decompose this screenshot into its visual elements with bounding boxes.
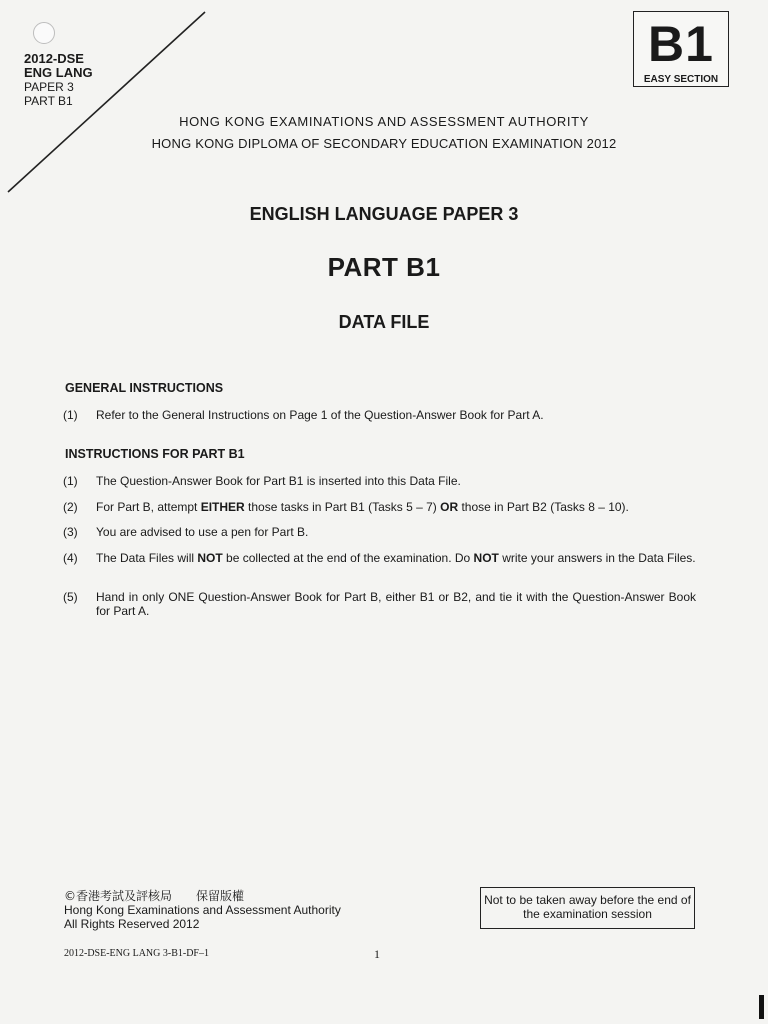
- authority-name: HONG KONG EXAMINATIONS AND ASSESSMENT AUTHORITY: [179, 114, 589, 129]
- subject-label: ENG LANG: [24, 65, 93, 80]
- scan-edge-mark: [759, 995, 764, 1019]
- section-code: B1: [648, 16, 714, 72]
- emphasis-not: NOT: [473, 551, 499, 565]
- take-away-notice: Not to be taken away before the end of the examination session: [480, 887, 695, 929]
- emphasis-either: EITHER: [200, 500, 245, 514]
- exam-name: HONG KONG DIPLOMA OF SECONDARY EDUCATION EXAMINATION 2012: [151, 136, 617, 151]
- document-code: 2012-DSE-ENG LANG 3-B1-DF–1: [64, 948, 209, 959]
- general-instructions-heading: GENERAL INSTRUCTIONS: [65, 381, 224, 395]
- copyright-chinese: ©香港考試及評核局 保留版權: [64, 889, 245, 903]
- exam-page: 2012-DSE ENG LANG PAPER 3 PART B1 B1 EASY SECTION HONG KONG EXAMINATIONS AND ASSESSMENT AUTHORITY HONG KONG DIPLOMA OF SECONDARY EDUCATION EXAMINATION 2012 ENGLISH LANGUAGE PAPER 3 PART B1 DATA FILE GENERAL INSTRUCTIONS (1) Refer to the General Instructions on Page 1 of the Question-Answer Book for Part A. INSTRUCTIONS FOR PART B1 (1) The Question-Answer Book for Part B1 is inserted into this Data File. (2) For Part B, attempt EITHER those tasks in Part B1 (Tasks 5 – 7) OR those in Part B2 (Tasks 8 – 10). (3) You are advised to use a pen for Part B. (4) The Data Files will NOT be collected at the end of the examination. Do NOT write your answers in the Data Files. (5) Hand in only ONE Question-Answer Book for Part B, either B1 or B2, and tie it with the Question-Answer Book for Part A. ©香港考試及評核局 保留版權 Hong Kong Examinations and Assessment Authority All Rights Reserved 2012 Not to be taken away before the end of the examination session 2012-DSE-ENG LANG 3-B1-DF–1 1: [0, 0, 768, 1024]
- emphasis-or: OR: [440, 500, 459, 514]
- document-type-title: DATA FILE: [338, 312, 430, 332]
- paper-label: PAPER 3: [24, 80, 74, 94]
- part-instructions-heading: INSTRUCTIONS FOR PART B1: [65, 447, 245, 461]
- exam-year-label: 2012-DSE: [24, 51, 84, 66]
- copyright-holder: Hong Kong Examinations and Assessment Authority: [64, 903, 341, 917]
- paper-title: ENGLISH LANGUAGE PAPER 3: [249, 204, 519, 224]
- section-badge: [633, 11, 729, 87]
- section-difficulty: EASY SECTION: [643, 74, 719, 85]
- rights-reserved: All Rights Reserved 2012: [64, 917, 200, 931]
- part-label: PART B1: [24, 94, 73, 108]
- part-title: PART B1: [327, 252, 441, 282]
- copyright-block: [64, 889, 341, 931]
- paper-identifier: [24, 52, 93, 108]
- page-number: 1: [374, 947, 380, 961]
- emphasis-not: NOT: [197, 551, 223, 565]
